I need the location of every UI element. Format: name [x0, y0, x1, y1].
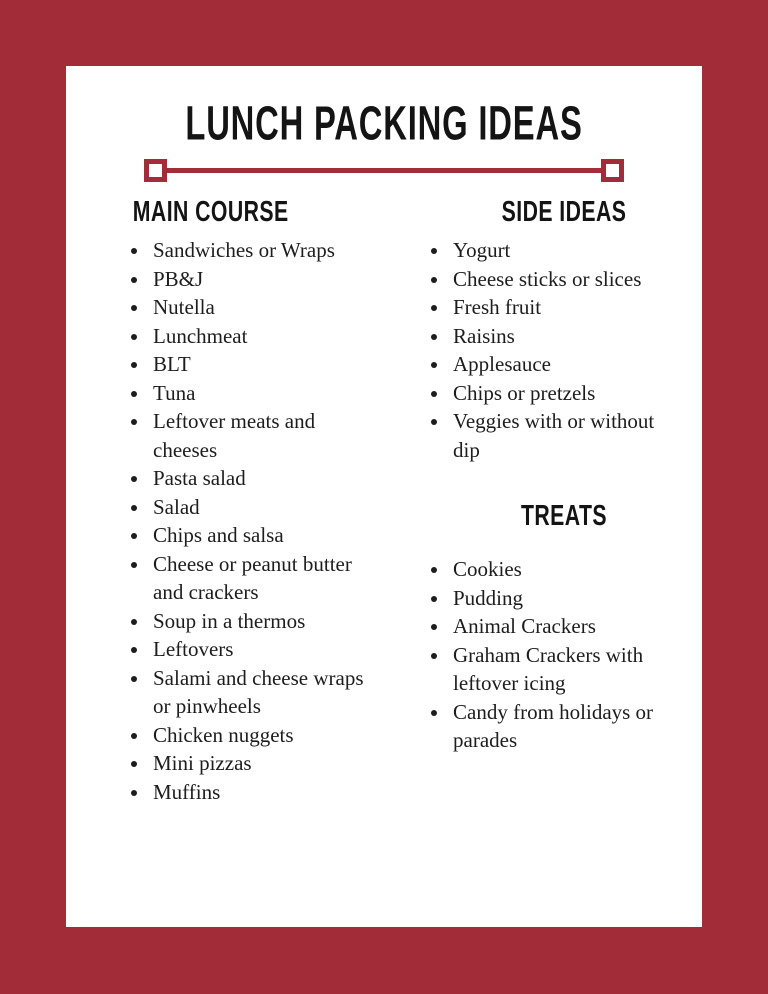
- list-item: • BLT: [150, 350, 382, 379]
- list-item: • Animal Crackers: [450, 612, 678, 641]
- list-item: • Leftovers: [150, 635, 382, 664]
- column-sides-treats: [426, 195, 702, 806]
- list-item: • Applesauce: [450, 350, 678, 379]
- list-item: • Cheese or peanut butter and crackers: [150, 550, 382, 607]
- list-item: • Fresh fruit: [450, 293, 678, 322]
- list-item: • Tuna: [150, 379, 382, 408]
- heading-main-course: MAIN COURSE: [132, 195, 289, 229]
- list-item: • Muffins: [150, 778, 382, 807]
- list-item: • Chicken nuggets: [150, 721, 382, 750]
- list-item: • Leftover meats and cheeses: [150, 407, 382, 464]
- list-item: • Graham Crackers with leftover icing: [450, 641, 678, 698]
- title-divider: [144, 159, 624, 182]
- list-item: • Salad: [150, 493, 382, 522]
- list-item: • Chips and salsa: [150, 521, 382, 550]
- list-item: • Chips or pretzels: [450, 379, 678, 408]
- list-item: • Pasta salad: [150, 464, 382, 493]
- list-item: • Raisins: [450, 322, 678, 351]
- list-item: • Yogurt: [450, 236, 678, 265]
- heading-treats: TREATS: [521, 499, 607, 533]
- divider-square-left-icon: [144, 159, 167, 182]
- list-item: • Pudding: [450, 584, 678, 613]
- divider-square-right-icon: [601, 159, 624, 182]
- list-item: • Soup in a thermos: [150, 607, 382, 636]
- column-main-course: [126, 195, 426, 806]
- heading-side-ideas: SIDE IDEAS: [501, 195, 627, 229]
- list-item: • Sandwiches or Wraps: [150, 236, 382, 265]
- list-item: • Veggies with or without dip: [450, 407, 678, 464]
- treats-list: [426, 555, 678, 755]
- document-page: [66, 66, 702, 927]
- main-course-list: [126, 236, 382, 806]
- list-item: • Nutella: [150, 293, 382, 322]
- divider-line: [167, 168, 601, 173]
- content-columns: [66, 195, 702, 806]
- list-item: • Cookies: [450, 555, 678, 584]
- list-item: • Mini pizzas: [150, 749, 382, 778]
- list-item: • Salami and cheese wraps or pinwheels: [150, 664, 382, 721]
- list-item: • Cheese sticks or slices: [450, 265, 678, 294]
- page-title: LUNCH PACKING IDEAS: [185, 95, 583, 151]
- list-item: • Lunchmeat: [150, 322, 382, 351]
- list-item: • Candy from holidays or parades: [450, 698, 678, 755]
- side-ideas-list: [426, 236, 678, 464]
- list-item: • PB&J: [150, 265, 382, 294]
